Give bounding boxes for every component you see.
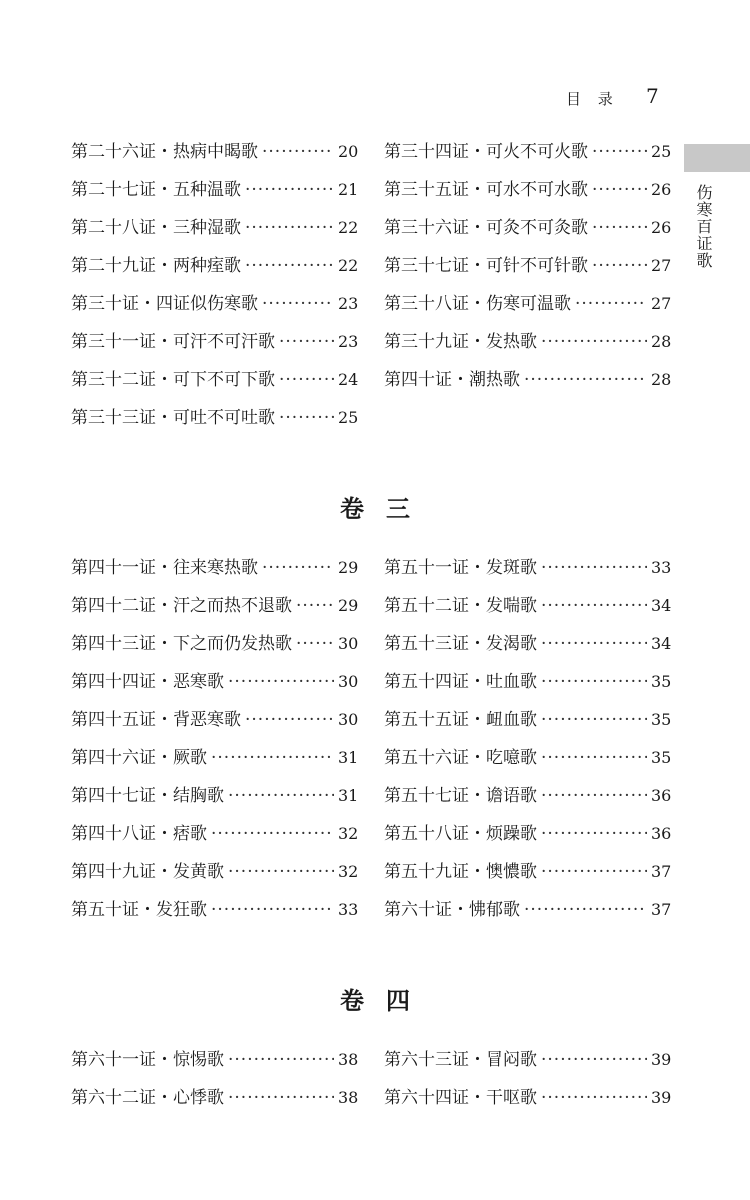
toc-entry[interactable] <box>71 591 359 629</box>
toc-entry[interactable] <box>71 857 359 895</box>
dot-leader <box>541 672 647 692</box>
dot-leader <box>592 256 647 276</box>
dot-leader <box>541 786 647 806</box>
entry-title: 第二十八证・三种湿歌 <box>71 218 241 238</box>
entry-page: 32 <box>338 862 359 881</box>
entry-title: 第五十九证・懊憹歌 <box>384 862 537 882</box>
entry-title: 第五十二证・发喘歌 <box>384 596 537 616</box>
toc-column-right <box>384 137 672 403</box>
toc-entry[interactable] <box>71 781 359 819</box>
toc-entry[interactable] <box>384 895 672 933</box>
entry-title: 第三十二证・可下不可下歌 <box>71 370 275 390</box>
entry-title: 第三十六证・可灸不可灸歌 <box>384 218 588 238</box>
entry-page: 38 <box>338 1050 359 1069</box>
dot-leader <box>592 218 647 238</box>
entry-title: 第五十七证・谵语歌 <box>384 786 537 806</box>
entry-page: 22 <box>338 256 359 275</box>
entry-title: 第三十四证・可火不可火歌 <box>384 142 588 162</box>
toc-entry[interactable] <box>71 1045 359 1083</box>
dot-leader <box>524 900 647 920</box>
entry-title: 第四十二证・汗之而热不退歌 <box>71 596 292 616</box>
dot-leader <box>279 408 334 428</box>
entry-page: 33 <box>651 558 672 577</box>
dot-leader <box>541 332 647 352</box>
toc-entry[interactable] <box>71 743 359 781</box>
toc-column-left <box>71 553 359 933</box>
entry-page: 37 <box>651 862 672 881</box>
entry-title: 第三十证・四证似伤寒歌 <box>71 294 258 314</box>
dot-leader <box>541 710 647 730</box>
toc-entry[interactable] <box>384 705 672 743</box>
entry-title: 第二十七证・五种温歌 <box>71 180 241 200</box>
dot-leader <box>541 824 647 844</box>
dot-leader <box>575 294 647 314</box>
entry-title: 第五十八证・烦躁歌 <box>384 824 537 844</box>
running-head: 目 录 <box>566 90 619 108</box>
entry-page: 36 <box>651 824 672 843</box>
toc-entry[interactable] <box>71 137 359 175</box>
entry-title: 第六十证・怫郁歌 <box>384 900 520 920</box>
entry-page: 27 <box>651 294 672 313</box>
entry-page: 26 <box>651 180 672 199</box>
entry-title: 第四十五证・背恶寒歌 <box>71 710 241 730</box>
dot-leader <box>245 218 334 238</box>
dot-leader <box>296 596 334 616</box>
entry-page: 27 <box>651 256 672 275</box>
entry-page: 23 <box>338 332 359 351</box>
entry-page: 33 <box>338 900 359 919</box>
entry-page: 25 <box>651 142 672 161</box>
dot-leader <box>296 634 334 654</box>
toc-entry[interactable] <box>71 251 359 289</box>
entry-title: 第二十六证・热病中暍歌 <box>71 142 258 162</box>
entry-title: 第二十九证・两种痓歌 <box>71 256 241 276</box>
entry-title: 第五十五证・衄血歌 <box>384 710 537 730</box>
entry-title: 第五十三证・发渴歌 <box>384 634 537 654</box>
entry-title: 第五十一证・发斑歌 <box>384 558 537 578</box>
toc-column-left <box>71 137 359 441</box>
entry-page: 24 <box>338 370 359 389</box>
entry-page: 22 <box>338 218 359 237</box>
entry-title: 第四十证・潮热歌 <box>384 370 520 390</box>
entry-page: 31 <box>338 786 359 805</box>
toc-entry[interactable] <box>384 1083 672 1121</box>
volume-heading: 卷四 <box>340 986 432 1015</box>
entry-title: 第四十一证・往来寒热歌 <box>71 558 258 578</box>
dot-leader <box>541 1050 647 1070</box>
entry-page: 39 <box>651 1050 672 1069</box>
dot-leader <box>524 370 647 390</box>
entry-page: 29 <box>338 596 359 615</box>
dot-leader <box>262 142 334 162</box>
toc-entry[interactable] <box>71 553 359 591</box>
entry-page: 39 <box>651 1088 672 1107</box>
toc-entry[interactable] <box>71 819 359 857</box>
entry-title: 第六十一证・惊惕歌 <box>71 1050 224 1070</box>
entry-page: 26 <box>651 218 672 237</box>
entry-title: 第四十四证・恶寒歌 <box>71 672 224 692</box>
entry-page: 34 <box>651 596 672 615</box>
entry-page: 31 <box>338 748 359 767</box>
dot-leader <box>262 294 334 314</box>
dot-leader <box>211 748 334 768</box>
dot-leader <box>228 786 334 806</box>
entry-page: 35 <box>651 672 672 691</box>
toc-entry[interactable] <box>384 137 672 175</box>
toc-entry[interactable] <box>384 781 672 819</box>
dot-leader <box>279 332 334 352</box>
toc-entry[interactable] <box>384 553 672 591</box>
dot-leader <box>228 1088 334 1108</box>
entry-page: 21 <box>338 180 359 199</box>
toc-entry[interactable] <box>384 213 672 251</box>
toc-entry[interactable] <box>71 629 359 667</box>
dot-leader <box>245 710 334 730</box>
entry-page: 36 <box>651 786 672 805</box>
toc-entry[interactable] <box>71 403 359 441</box>
dot-leader <box>228 862 334 882</box>
entry-title: 第四十六证・厥歌 <box>71 748 207 768</box>
toc-entry[interactable] <box>384 629 672 667</box>
toc-entry[interactable] <box>71 365 359 403</box>
toc-entry[interactable] <box>71 1083 359 1121</box>
toc-entry[interactable] <box>71 667 359 705</box>
toc-entry[interactable] <box>384 857 672 895</box>
dot-leader <box>211 900 334 920</box>
entry-title: 第四十八证・痞歌 <box>71 824 207 844</box>
dot-leader <box>245 180 334 200</box>
entry-page: 28 <box>651 370 672 389</box>
entry-page: 34 <box>651 634 672 653</box>
toc-entry[interactable] <box>384 591 672 629</box>
dot-leader <box>228 672 334 692</box>
entry-title: 第三十八证・伤寒可温歌 <box>384 294 571 314</box>
entry-page: 38 <box>338 1088 359 1107</box>
page-number: 7 <box>646 84 659 108</box>
toc-column-right <box>384 1045 672 1121</box>
entry-page: 30 <box>338 634 359 653</box>
toc-entry[interactable] <box>71 289 359 327</box>
dot-leader <box>262 558 334 578</box>
toc-entry[interactable] <box>71 327 359 365</box>
toc-entry[interactable] <box>384 327 672 365</box>
entry-title: 第五十六证・吃噫歌 <box>384 748 537 768</box>
toc-column-left <box>71 1045 359 1121</box>
entry-title: 第六十三证・冒闷歌 <box>384 1050 537 1070</box>
entry-page: 35 <box>651 748 672 767</box>
entry-title: 第三十九证・发热歌 <box>384 332 537 352</box>
toc-entry[interactable] <box>384 819 672 857</box>
toc-entry[interactable] <box>384 1045 672 1083</box>
entry-page: 30 <box>338 710 359 729</box>
side-tab <box>684 144 750 172</box>
dot-leader <box>245 256 334 276</box>
entry-title: 第三十七证・可针不可针歌 <box>384 256 588 276</box>
entry-title: 第四十三证・下之而仍发热歌 <box>71 634 292 654</box>
dot-leader <box>541 1088 647 1108</box>
entry-page: 28 <box>651 332 672 351</box>
toc-column-right <box>384 553 672 933</box>
dot-leader <box>211 824 334 844</box>
entry-title: 第三十三证・可吐不可吐歌 <box>71 408 275 428</box>
dot-leader <box>541 862 647 882</box>
toc-entry[interactable] <box>71 213 359 251</box>
toc-entry[interactable] <box>384 175 672 213</box>
entry-page: 35 <box>651 710 672 729</box>
toc-entry[interactable] <box>71 705 359 743</box>
entry-title: 第六十四证・干呕歌 <box>384 1088 537 1108</box>
entry-title: 第四十九证・发黄歌 <box>71 862 224 882</box>
dot-leader <box>541 558 647 578</box>
toc-entry[interactable] <box>71 175 359 213</box>
volume-heading: 卷三 <box>340 494 432 523</box>
toc-entry[interactable] <box>384 667 672 705</box>
dot-leader <box>541 596 647 616</box>
entry-page: 37 <box>651 900 672 919</box>
dot-leader <box>279 370 334 390</box>
dot-leader <box>541 634 647 654</box>
dot-leader <box>592 142 647 162</box>
entry-page: 20 <box>338 142 359 161</box>
toc-entry[interactable] <box>384 289 672 327</box>
toc-entry[interactable] <box>384 365 672 403</box>
entry-title: 第三十一证・可汗不可汗歌 <box>71 332 275 352</box>
side-book-title: 伤寒百证歌 <box>694 184 713 269</box>
dot-leader <box>541 748 647 768</box>
entry-title: 第三十五证・可水不可水歌 <box>384 180 588 200</box>
entry-page: 23 <box>338 294 359 313</box>
entry-title: 第六十二证・心悸歌 <box>71 1088 224 1108</box>
toc-entry[interactable] <box>384 743 672 781</box>
entry-title: 第五十证・发狂歌 <box>71 900 207 920</box>
dot-leader <box>228 1050 334 1070</box>
toc-entry[interactable] <box>71 895 359 933</box>
entry-title: 第四十七证・结胸歌 <box>71 786 224 806</box>
entry-page: 32 <box>338 824 359 843</box>
dot-leader <box>592 180 647 200</box>
toc-entry[interactable] <box>384 251 672 289</box>
entry-page: 29 <box>338 558 359 577</box>
entry-page: 25 <box>338 408 359 427</box>
entry-title: 第五十四证・吐血歌 <box>384 672 537 692</box>
entry-page: 30 <box>338 672 359 691</box>
